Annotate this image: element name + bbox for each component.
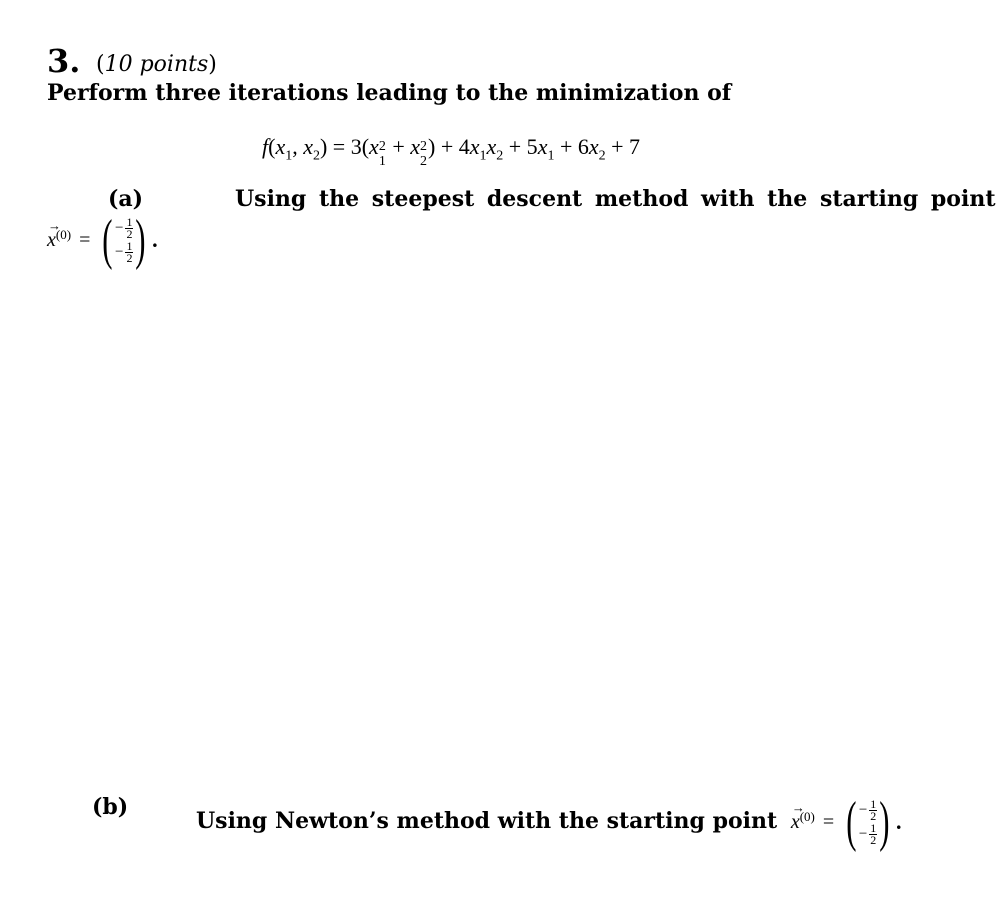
vector-entry: − $\frac{1}{2}$ [115, 238, 133, 265]
part-b-label: (b) [92, 794, 129, 820]
vector-matrix [859, 798, 877, 846]
problem-number: 3. [47, 42, 81, 80]
objective-function: $f(x_1$, $x_2) = 3(x$ 2 1 + x 2 2 ) + $4x_1x_2 + 5x_1 + 6x_2 + 7$ [262, 134, 641, 169]
part-a-text: Using the steepest descent method with the starting point [235, 186, 996, 212]
points-value: 10 points [104, 52, 209, 77]
vector-matrix [115, 216, 133, 264]
part-a-label: (a) [108, 186, 144, 212]
problem-points: (10 points) [96, 52, 217, 77]
problem-instruction: Perform three iterations leading to the minimization of [47, 80, 732, 106]
vector-symbol: → $x^{(0)}$ [47, 217, 72, 251]
vector-entry: − $\frac{1}{2}$ [858, 796, 877, 823]
part-b-text: Using Newton’s method with the starting point [196, 808, 778, 834]
vector-symbol: → $x^{(0)}$ [790, 799, 815, 833]
vector-entry: − $\frac{1}{2}$ [115, 214, 133, 241]
vector-entry: − $\frac{1}{2}$ [858, 820, 877, 847]
part-b-starting-vector: → $x^{(0)}$ = ( − $\frac{1}{2}$ − $\frac{1}{2}$ ) . [790, 791, 902, 853]
part-b-line [196, 791, 902, 853]
part-a-starting-vector: → $x^{(0)}$ = ( − $\frac{1}{2}$ − $\frac{1}{2}$ ) . [47, 209, 158, 271]
